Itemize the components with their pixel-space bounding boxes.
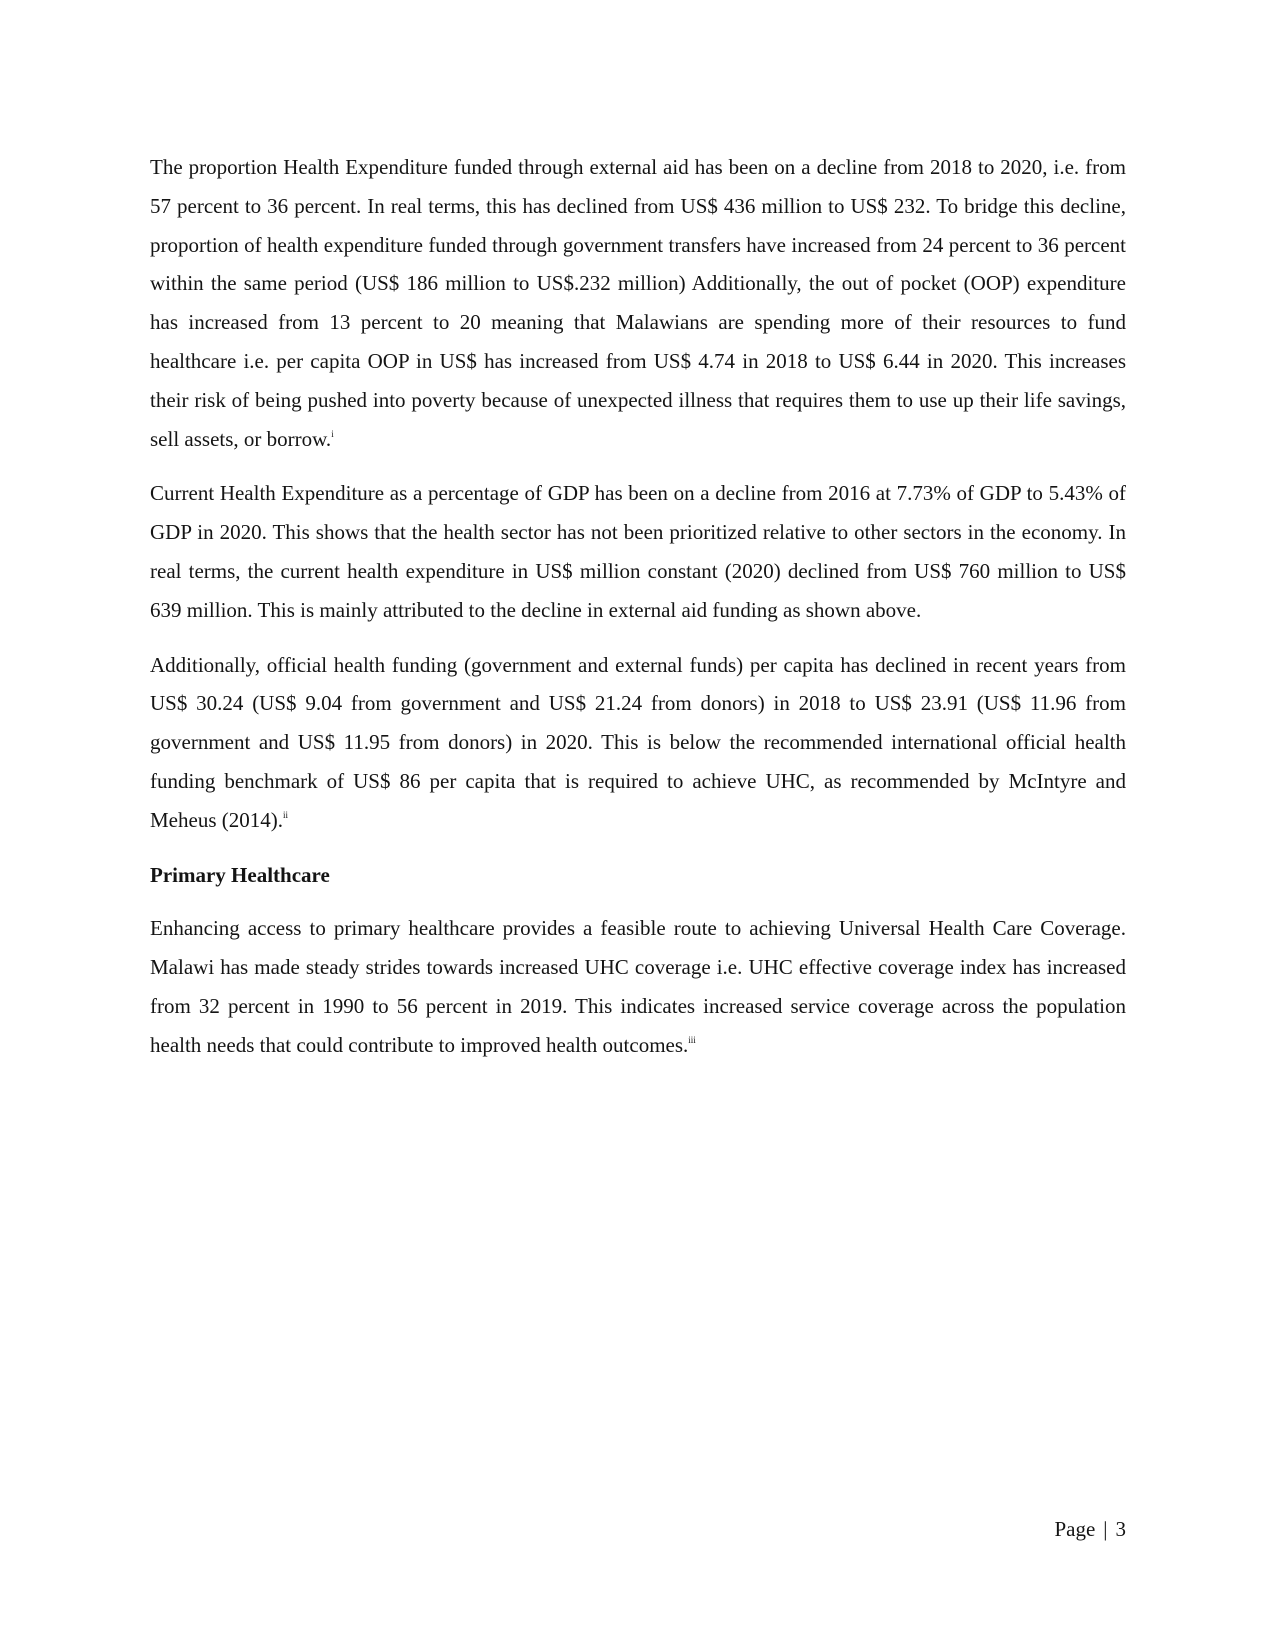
paragraph-text: The proportion Health Expenditure funded through external aid has been on a decline from 2018 to 2020, i.e. from 57 percent to 36 percent. In real terms, this has declined from US$ 436 million to US$ 232. To bridge this decline, proportion of health expenditure funded through government transfers have increased from 24 percent to 36 percent within the same period (US$ 186 million to US$.232 million) Additionally, the out of pocket (OOP) expenditure has increased from 13 percent to 20 meaning that Malawians are spending more of their resources to fund healthcare i.e. per capita OOP in US$ has increased from US$ 4.74 in 2018 to US$ 6.44 in 2020. This increases their risk of being pushed into poverty because of unexpected illness that requires them to use up their life savings, sell assets, or borrow. <box>150 155 1126 451</box>
paragraph-primary-healthcare <box>150 909 1126 1064</box>
page-label: Page <box>1054 1517 1096 1541</box>
section-heading-primary-healthcare: Primary Healthcare <box>150 862 330 887</box>
paragraph-text: Additionally, official health funding (government and external funds) per capita has declined in recent years from US$ 30.24 (US$ 9.04 from government and US$ 21.24 from donors) in 2018 to US$ 23.91 (US$ 11.96 from government and US$ 11.95 from donors) in 2020. This is below the recommended international official health funding benchmark of US$ 86 per capita that is required to achieve UHC, as recommended by McIntyre and Meheus (2014). <box>150 652 1126 832</box>
page-body <box>150 148 1126 1081</box>
paragraph-external-aid <box>150 148 1126 458</box>
paragraph-che-gdp <box>150 474 1126 629</box>
page-footer <box>1000 1514 1126 1544</box>
footnote-ref-i[interactable]: i <box>331 428 334 439</box>
footnote-ref-iii[interactable]: iii <box>688 1034 696 1045</box>
paragraph-text: Current Health Expenditure as a percentage of GDP has been on a decline from 2016 at 7.73% of GDP to 5.43% of GDP in 2020. This shows that the health sector has not been prioritized relative to other sectors in the economy. In real terms, the current health expenditure in US$ million constant (2020) declined from US$ 760 million to US$ 639 million. This is mainly attributed to the decline in external aid funding as shown above. <box>150 481 1126 622</box>
page-separator: | <box>1103 1517 1108 1541</box>
paragraph-text: Enhancing access to primary healthcare provides a feasible route to achieving Universal Health Care Coverage. Malawi has made steady strides towards increased UHC coverage i.e. UHC effective coverage index has increased from 32 percent in 1990 to 56 percent in 2019. This indicates increased service coverage across the population health needs that could contribute to improved health outcomes. <box>150 916 1126 1057</box>
footnote-ref-ii[interactable]: ii <box>282 809 288 820</box>
page-number: 3 <box>1115 1517 1126 1541</box>
paragraph-official-funding <box>150 646 1126 840</box>
